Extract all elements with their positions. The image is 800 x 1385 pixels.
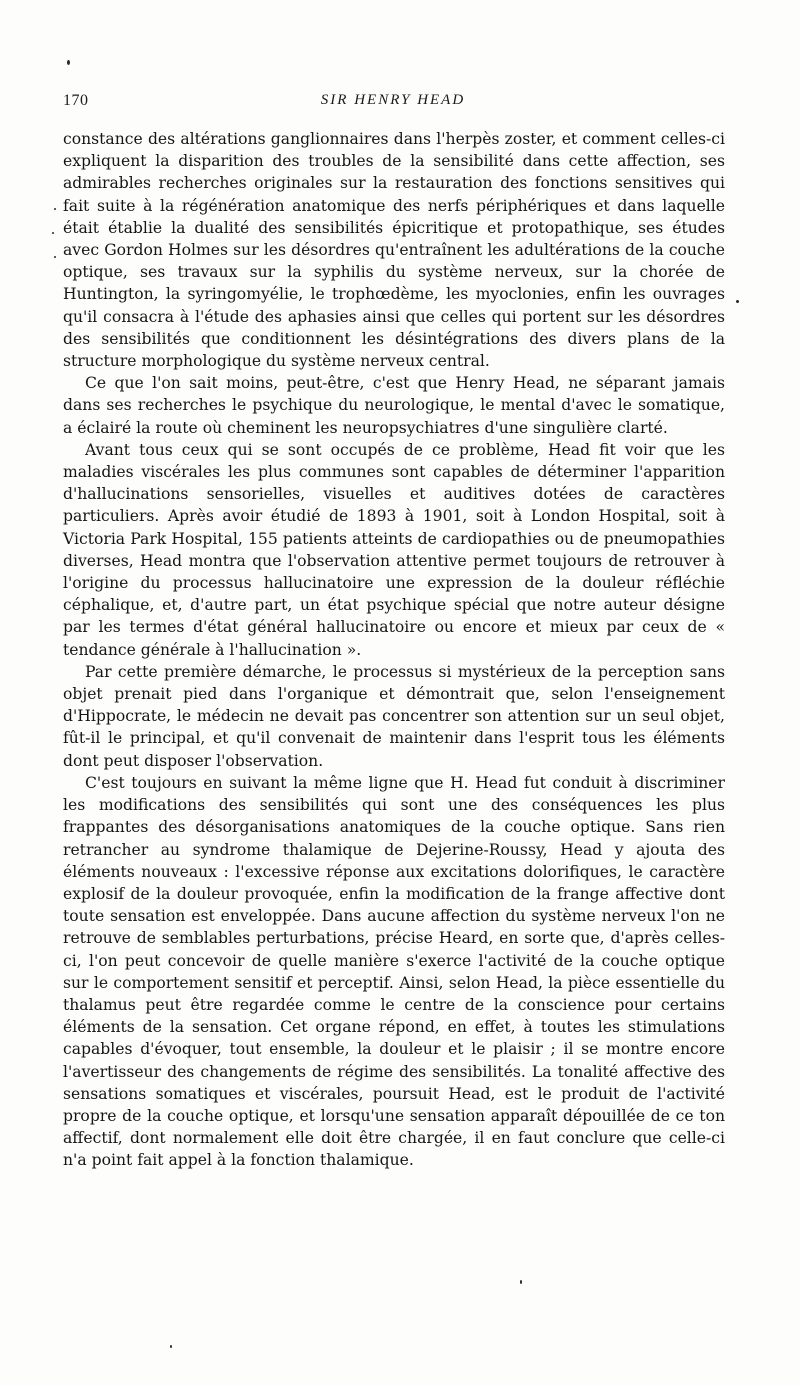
ink-speck [67, 60, 70, 65]
ink-speck [520, 1280, 522, 1284]
running-head: SIR HENRY HEAD [320, 92, 466, 108]
paragraph-5: C'est toujours en suivant la même ligne que H. Head fut conduit à discriminer les modifications des sensibilités qui sont une des conséquences les plus frappantes des désorganisations anatomiques de la couche optique. Sans rien retrancher au syndrome thalamique de Dejerine-Roussy, Head y ajouta des éléments nouveaux : l'excessive réponse aux excitations dolorifiques, le caractère explosif de la douleur provoquée, enfin la modification de la frange affective dont toute sensation est enveloppée. Dans aucune affection du système nerveux l'on ne retrouve de semblables perturbations, précise Heard, en sorte que, d'après celles-ci, l'on peut concevoir de quelle manière s'exerce l'activité de la couche optique sur le comportement sensitif et perceptif. Ainsi, selon Head, la pièce essentielle du thalamus peut être regardée comme le centre de la conscience pour certains éléments de la sensation. Cet organe répond, en effet, à toutes les stimulations capables d'évoquer, tout ensemble, la douleur et le plaisir ; il se montre encore l'avertisseur des changements de régime des sensibilités. La tonalité affective des sensations somatiques et viscérales, poursuit Head, est le produit de l'activité propre de la couche optique, et lorsqu'une sensation apparaît dépouillée de ce ton affectif, dont normalement elle doit être chargée, il en faut conclure que celle-ci n'a point fait appel à la fonction thalamique. [63, 773, 725, 1170]
ink-speck [54, 208, 56, 210]
page-number: 170 [63, 92, 89, 109]
paragraph-3: Avant tous ceux qui se sont occupés de ce problème, Head fit voir que les maladies viscérales les plus communes sont capables de déterminer l'apparition d'hallucinations sensorielles, visuelles et auditives dotées de caractères particuliers. Après avoir étudié de 1893 à 1901, soit à London Hospital, soit à Victoria Park Hospital, 155 patients atteints de cardiopathies ou de pneumopathies diverses, Head montra que l'observation attentive permet toujours de retrouver à l'origine du processus hallucinatoire une expression de la douleur réfléchie céphalique, et, d'autre part, un état psychique spécial que notre auteur désigne par les termes d'état général hallucinatoire ou encore et mieux par ceux de « tendance générale à l'hallucination ». [63, 440, 725, 659]
ink-speck [54, 256, 56, 258]
paragraph-1: constance des altérations ganglionnaires dans l'herpès zoster, et comment celles-ci expliquent la disparition des troubles de la sensibilité dans cette affection, ses admirables recherches originales sur la restauration des fonctions sensitives qui fait suite à la régénération anatomique des nerfs périphériques et dans laquelle était établie la dualité des sensibilités épicritique et protopathique, ses études avec Gordon Holmes sur les désordres qu'entraînent les adultérations de la couche optique, ses travaux sur la syphilis du système nerveux, sur la chorée de Huntington, la syringomyélie, le trophœdème, les myoclonies, enfin les ouvrages qu'il consacra à l'étude des aphasies ainsi que celles qui portent sur les désordres des sensibilités que conditionnent les désintégrations des divers plans de la structure morphologique du système nerveux central. [63, 130, 725, 371]
page-header [63, 92, 723, 114]
ink-speck [170, 1345, 172, 1348]
ink-speck [736, 300, 739, 303]
paragraph-4: Par cette première démarche, le processus si mystérieux de la perception sans objet prenait pied dans l'organique et démontrait que, selon l'enseignement d'Hippocrate, le médecin ne devait pas concentrer son attention sur un seul objet, fût-il le principal, et qu'il convenait de maintenir dans l'esprit tous les éléments dont peut disposer l'observation. [63, 662, 725, 770]
ink-speck [52, 232, 54, 234]
paragraph-2: Ce que l'on sait moins, peut-être, c'est que Henry Head, ne séparant jamais dans ses recherches le psychique du neurologique, le mental d'avec le somatique, a éclairé la route où cheminent les neuropsychiatres d'une singulière clarté. [63, 374, 725, 437]
body-text [63, 128, 725, 1172]
